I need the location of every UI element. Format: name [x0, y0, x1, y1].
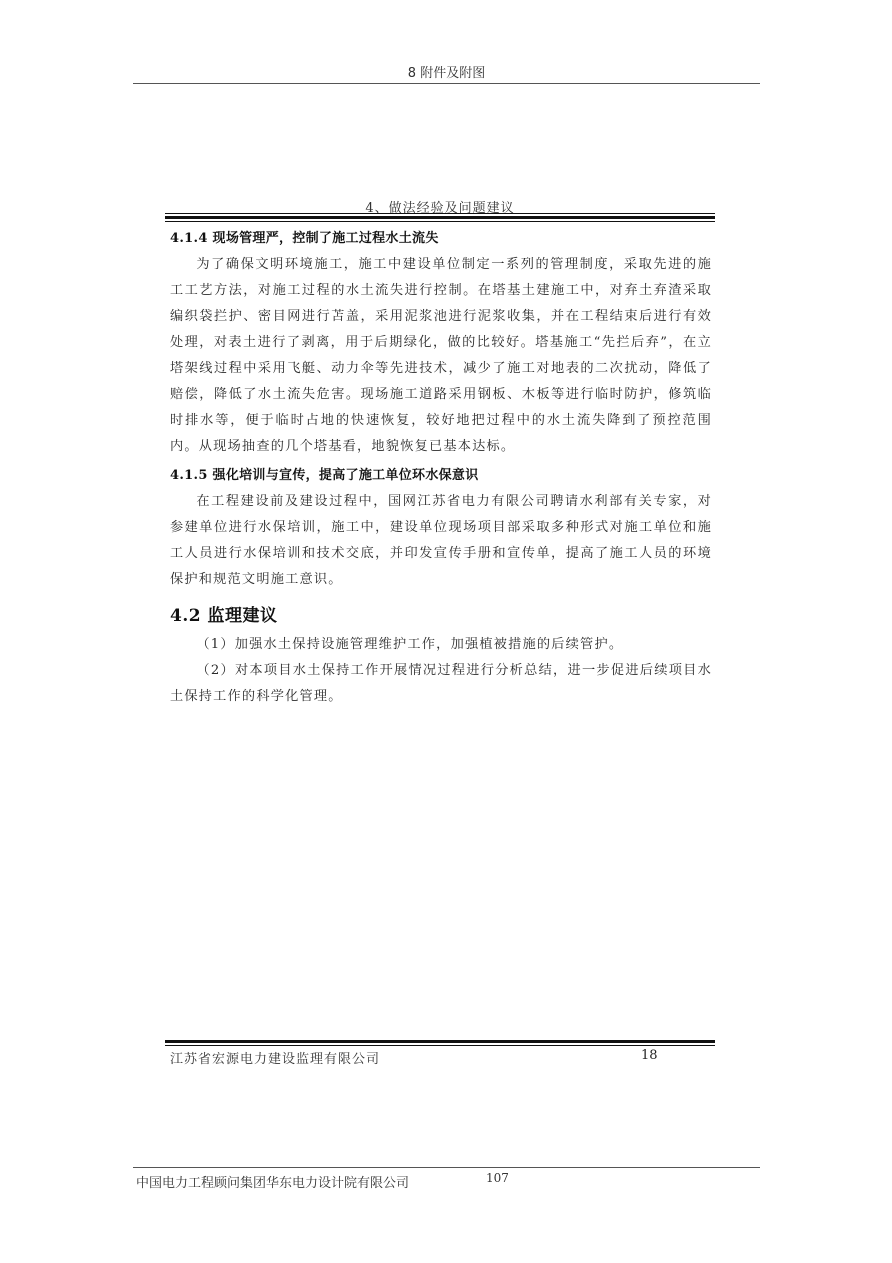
- section-heading-4-1-4: 4.1.4 现场管理严，控制了施工过程水土流失: [170, 231, 439, 246]
- section-body-4-1-4: 为了确保文明环境施工，施工中建设单位制定一系列的管理制度，采取先进的施工工艺方法，对施工过程的水土流失进行控制。在塔基土建施工中，对弃土弃渣采取编织袋拦护、密目网进行苫盖，采用泥浆池进行泥浆收集，并在工程结束后进行有效处理，对表土进行了剥离，用于后期绿化，做的比较好。塔基施工“先拦后弃”，在立塔架线过程中采用飞艇、动力伞等先进技术，减少了施工对地表的二次扰动，降低了赔偿，降低了水土流失危害。现场施工道路采用钢板、木板等进行临时防护，修筑临时排水等，便于临时占地的快速恢复，较好地把过程中的水土流失降到了预控范围内。从现场抽查的几个塔基看，地貌恢复已基本达标。: [170, 257, 712, 454]
- outer-footer-company: 中国电力工程顾问集团华东电力设计院有限公司: [136, 1176, 410, 1191]
- recommendation-item-1: （1）加强水土保持设施管理维护工作，加强植被措施的后续管护。: [196, 637, 624, 652]
- inner-footer-company: 江苏省宏源电力建设监理有限公司: [170, 1052, 381, 1067]
- outer-header-rule: [133, 83, 760, 84]
- inner-header-rule-thin-lower: [165, 221, 715, 222]
- inner-page-header: 4、做法经验及问题建议: [365, 201, 515, 216]
- outer-footer-page-number: 107: [486, 1171, 509, 1185]
- inner-header-rule-thin: [165, 213, 715, 214]
- section-heading-4-2: 4.2 监理建议: [170, 606, 278, 626]
- outer-footer-rule: [133, 1167, 760, 1168]
- inner-footer-page-number: 18: [641, 1048, 658, 1063]
- inner-footer-rule-thin: [165, 1045, 715, 1046]
- recommendation-item-2: （2）对本项目水土保持工作开展情况过程进行分析总结，进一步促进后续项目水土保持工作的科学化管理。: [170, 663, 712, 704]
- inner-header-rule-thick: [165, 216, 715, 219]
- inner-footer-rule-thick: [165, 1040, 715, 1043]
- section-heading-4-1-5: 4.1.5 强化培训与宣传，提高了施工单位环水保意识: [170, 468, 479, 483]
- report-content: [170, 227, 712, 710]
- outer-page-header: 8 附件及附图: [407, 66, 486, 81]
- section-body-4-1-5: 在工程建设前及建设过程中，国网江苏省电力有限公司聘请水利部有关专家，对参建单位进行水保培训，施工中，建设单位现场项目部采取多种形式对施工单位和施工人员进行水保培训和技术交底，并印发宣传手册和宣传单，提高了施工人员的环境保护和规范文明施工意识。: [170, 494, 712, 587]
